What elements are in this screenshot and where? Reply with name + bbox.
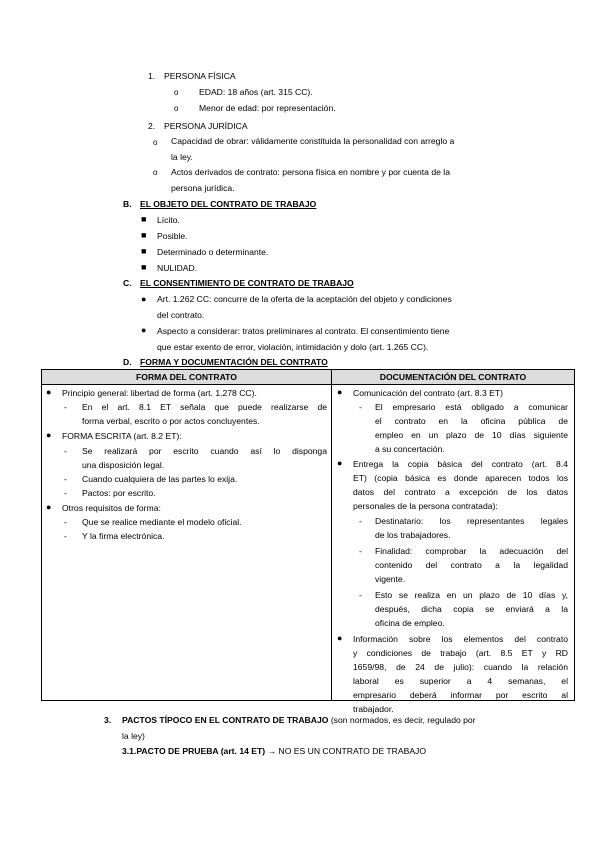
paragraph-line: una disposición legal. (82, 460, 165, 470)
circle-bullet-icon: ● (46, 387, 52, 397)
dash-icon: - (64, 488, 67, 498)
square-bullet-icon: ■ (141, 214, 147, 224)
open-bullet-icon: o (174, 104, 179, 113)
square-bullet-icon: ■ (141, 262, 147, 272)
subsection-3-1 (122, 746, 426, 756)
sub-item-actos: Actos derivados de contrato: persona física en nombre y por cuenta de la (171, 167, 450, 177)
list-item-persona-fisica: PERSONA FÍSICA (164, 71, 236, 81)
paragraph-line: oficina de empleo. (375, 618, 445, 628)
section-letter: C. (123, 278, 132, 288)
dash-icon: - (359, 516, 362, 526)
paragraph-line: del contrato. (157, 310, 205, 320)
documentacion-cell (332, 385, 575, 714)
dash-icon: - (359, 546, 362, 556)
circle-bullet-icon: ● (337, 387, 343, 397)
paragraph-line: personales de la persona contratada): (353, 501, 498, 511)
sub-item-edad: EDAD: 18 años (art. 315 CC). (199, 87, 313, 97)
paragraph-line: Y la firma electrónica. (82, 531, 165, 541)
dash-icon: - (64, 446, 67, 456)
paragraph-line: El empresario está obligado a comunicar (375, 402, 568, 412)
paragraph-line: Cuando cualquiera de las partes lo exija. (82, 474, 238, 484)
list-item: Determinado o determinante. (157, 247, 269, 257)
paragraph-line: Esto se realiza en un plazo de 10 días y, (375, 590, 568, 600)
list-item-persona-juridica: PERSONA JURÍDICA (164, 121, 248, 131)
dash-icon: - (64, 531, 67, 541)
forma-cell (42, 385, 332, 701)
square-bullet-icon: ■ (141, 230, 147, 240)
list-number: 2. (148, 121, 156, 131)
circle-bullet-icon: ● (46, 430, 52, 440)
paragraph-line: Destinatario: los representantes legales (375, 516, 568, 526)
paragraph-line: de los trabajadores. (375, 530, 451, 540)
paragraph-line: datos del contrato a excepción de los datos (353, 487, 568, 497)
circle-bullet-icon: ● (337, 633, 343, 643)
section-letter: B. (123, 199, 132, 209)
paragraph-line: Entrega la copia básica del contrato (art. 8.4 (353, 459, 568, 469)
square-bullet-icon: ■ (141, 246, 147, 256)
paragraph-line: Se realizará por escrito cuando así lo disponga (82, 446, 327, 456)
paragraph-line: forma verbal, escrito o por actos concluyentes. (82, 416, 260, 426)
section-c-title: EL CONSENTIMIENTO DE CONTRATO DE TRABAJO (140, 278, 354, 288)
section-3-note-cont: la ley) (122, 731, 145, 741)
paragraph-line: trabajador. (353, 704, 394, 714)
circle-bullet-icon: ● (141, 325, 147, 335)
sub-item-capacidad: Capacidad de obrar: válidamente constituida la personalidad con arreglo a (171, 136, 455, 146)
sub-item-capacidad-cont: la ley. (171, 152, 193, 162)
section-number: 3. (104, 715, 112, 725)
paragraph-line: Aspecto a considerar: tratos preliminares al contrato. El consentimiento tiene (157, 326, 450, 336)
circle-bullet-icon: ● (46, 502, 52, 512)
subsection-number: 3.1. (122, 746, 137, 756)
section-letter: D. (123, 357, 132, 367)
paragraph-line: a su concertación. (375, 444, 445, 454)
paragraph-line: 1659/98, de 24 de julio): cuando la relación (353, 662, 568, 672)
dash-icon: - (64, 517, 67, 527)
paragraph-line: FORMA ESCRITA (art. 8.2 ET): (62, 431, 182, 441)
paragraph-line: y condiciones de trabajo (art. 8.5 ET y RD (353, 648, 568, 658)
paragraph-line: Que se realice mediante el modelo oficial. (82, 517, 242, 527)
open-bullet-icon: o (174, 88, 179, 97)
open-bullet-icon: o (153, 168, 158, 177)
paragraph-line: Comunicación del contrato (art. 8.3 ET) (353, 388, 503, 398)
paragraph-line: Otros requisitos de forma: (62, 503, 161, 513)
paragraph-line: contenido del contrato a la legalidad (375, 560, 568, 570)
dash-icon: - (359, 402, 362, 412)
list-item: NULIDAD. (157, 263, 198, 273)
paragraph-line: el contrato en la oficina pública de (375, 416, 568, 426)
paragraph-line: Art. 1.262 CC: concurre de la oferta de la aceptación del objeto y condiciones (157, 294, 452, 304)
subsection-title: PACTO DE PRUEBA (art. 14 ET) (136, 746, 266, 756)
section-3-note: (son normados, es decir, regulado por (328, 715, 476, 725)
paragraph-line: ET) (copia básica es donde aparecen todos los (353, 473, 568, 483)
paragraph-line: empresario deberá informar por escrito al (353, 690, 568, 700)
circle-bullet-icon: ● (141, 294, 147, 304)
list-item: Lícito. (157, 215, 180, 225)
paragraph-line: vigente. (375, 574, 406, 584)
circle-bullet-icon: ● (337, 458, 343, 468)
sub-item-menor: Menor de edad: por representación. (199, 103, 336, 113)
dash-icon: - (359, 590, 362, 600)
forma-documentacion-table (41, 369, 575, 714)
paragraph-line: Información sobre los elementos del contrato (353, 634, 568, 644)
paragraph-line: empleo en un plazo de 10 días siguiente (375, 430, 568, 440)
column-header-forma: FORMA DEL CONTRATO (42, 370, 332, 385)
section-b-title: EL OBJETO DEL CONTRATO DE TRABAJO (140, 199, 317, 209)
dash-icon: - (64, 474, 67, 484)
section-3-title: PACTOS TÍPOCO EN EL CONTRATO DE TRABAJO (122, 715, 329, 725)
open-bullet-icon: o (153, 138, 158, 147)
paragraph-line: laboral es superior a 4 semanas, el (353, 676, 568, 686)
paragraph-line: que estar exento de error, violación, intimidación y dolo (art. 1.265 CC). (157, 342, 429, 352)
section-3-heading (122, 715, 476, 725)
paragraph-line: después, dicha copia se enviará a la (375, 604, 568, 614)
column-header-documentacion: DOCUMENTACIÓN DEL CONTRATO (332, 370, 575, 385)
paragraph-line: Pactos: por escrito. (82, 488, 156, 498)
section-d-title: FORMA Y DOCUMENTACIÓN DEL CONTRATO (140, 357, 328, 367)
paragraph-line: En el art. 8.1 ET señala que puede realizarse de (82, 402, 327, 412)
dash-icon: - (64, 402, 67, 412)
paragraph-line: Principio general: libertad de forma (art. 1.278 CC). (62, 388, 257, 398)
paragraph-line: Finalidad: comprobar la adecuación del (375, 546, 568, 556)
subsection-note: → NO ES UN CONTRATO DE TRABAJO (265, 746, 427, 756)
list-item: Posible. (157, 231, 188, 241)
sub-item-actos-cont: persona jurídica. (171, 183, 235, 193)
list-number: 1. (148, 71, 156, 81)
